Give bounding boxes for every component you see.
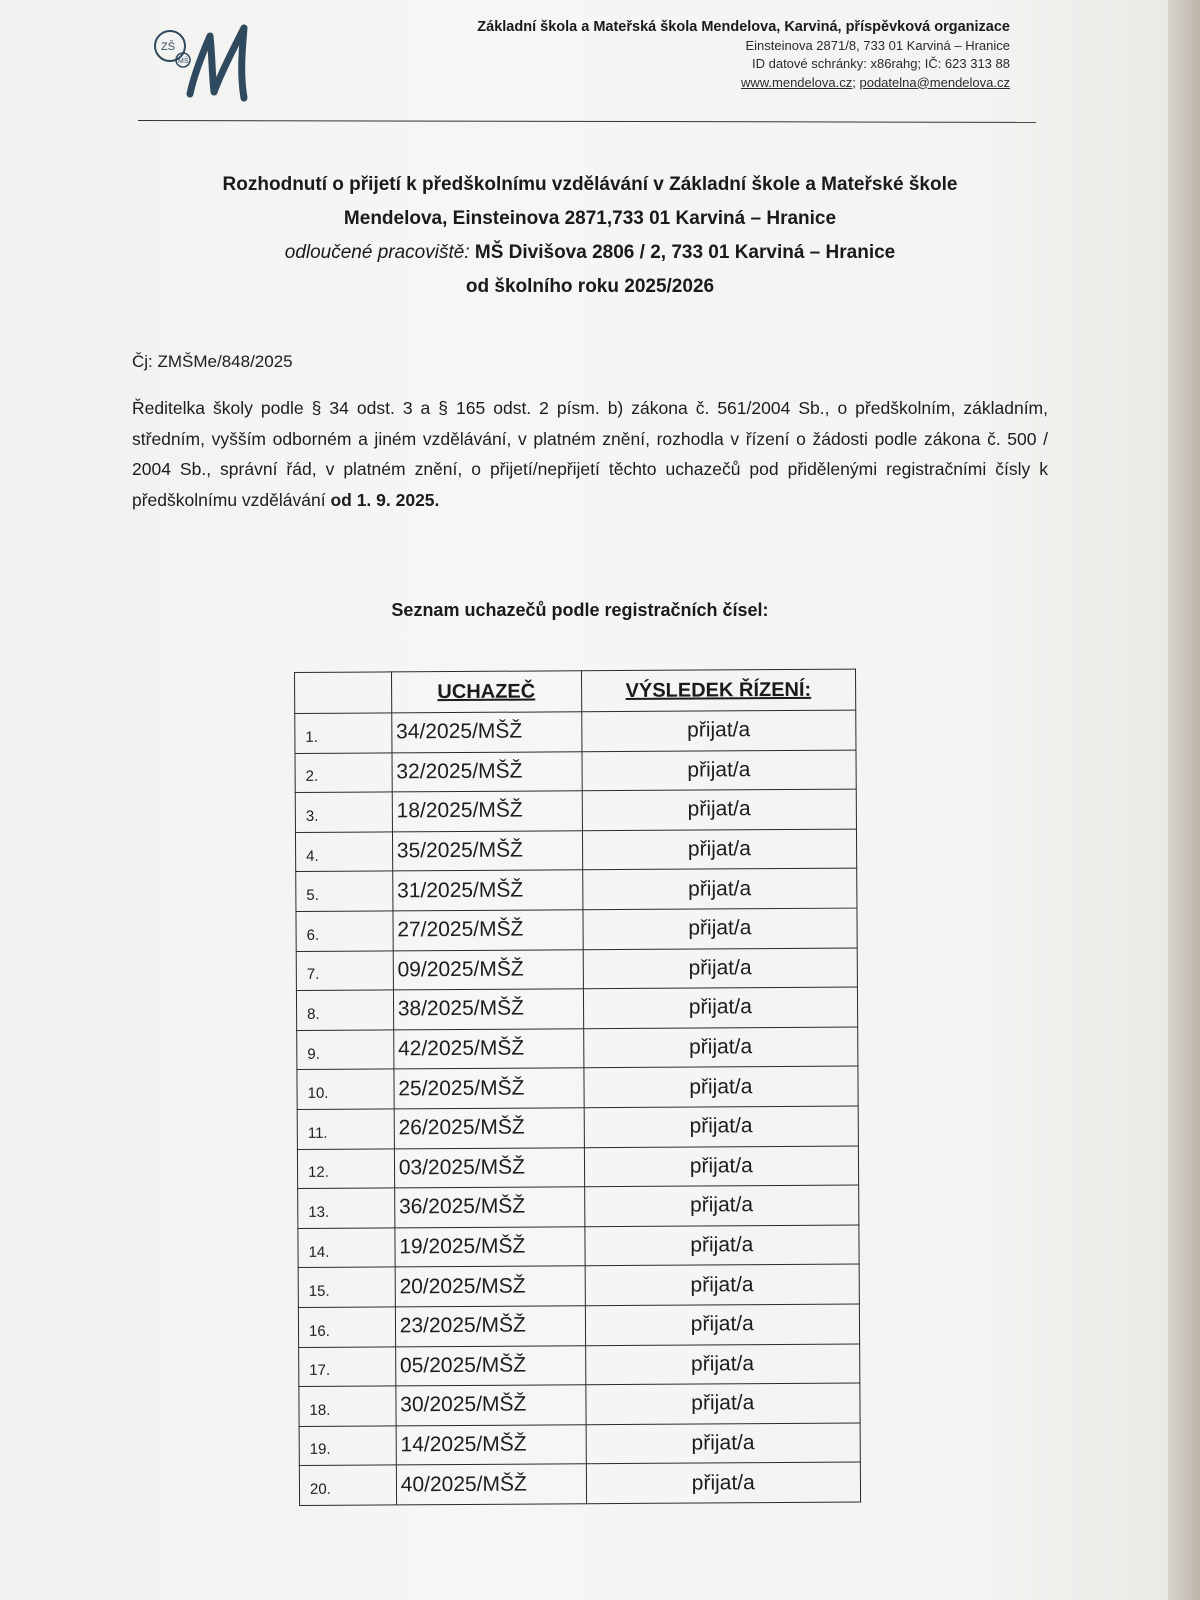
applicant-id: 14/2025/MŠŽ bbox=[396, 1424, 586, 1465]
applicant-id: 09/2025/MŠŽ bbox=[393, 949, 583, 990]
table-row bbox=[299, 1383, 860, 1426]
applicant-id: 18/2025/MŠŽ bbox=[392, 791, 582, 832]
table-row bbox=[297, 1106, 858, 1149]
applicant-id: 25/2025/MŠŽ bbox=[394, 1068, 584, 1109]
table-row bbox=[299, 1423, 860, 1466]
result: přijat/a bbox=[583, 1027, 858, 1068]
result: přijat/a bbox=[585, 1344, 860, 1385]
result: přijat/a bbox=[582, 789, 857, 830]
applicant-id: 38/2025/MŠŽ bbox=[393, 989, 583, 1030]
result: přijat/a bbox=[583, 987, 858, 1028]
decision-text: Ředitelka školy podle § 34 odst. 3 a § 165 odst. 2 písm. b) zákona č. 561/2004 Sb., o předškolním, základním, středním, vyšším odborném a jiném vzdělávání, v platném znění, rozhodla v řízení o žádosti podle zákona č. 500 / 2004 Sb., správní řád, v platném znění, o přijetí/nepřijetí těchto uchazečů pod přidělenými registračními čísly k předškolnímu vzdělávání bbox=[132, 398, 1048, 510]
reference-number: Čj: ZMŠMe/848/2025 bbox=[132, 352, 293, 371]
result: přijat/a bbox=[582, 750, 857, 791]
result: přijat/a bbox=[583, 948, 858, 989]
decision-paragraph bbox=[132, 393, 1048, 515]
header-divider bbox=[138, 120, 1036, 123]
title-workplace: MŠ Divišova 2806 / 2, 733 01 Karviná – Hranice bbox=[474, 242, 896, 263]
row-number: 5. bbox=[296, 871, 393, 911]
row-number: 7. bbox=[296, 950, 393, 990]
email-link[interactable]: podatelna@mendelova.cz bbox=[859, 74, 1010, 90]
result: přijat/a bbox=[584, 1106, 859, 1147]
table-row bbox=[295, 789, 856, 832]
table-row bbox=[297, 1066, 858, 1109]
website-link[interactable]: www.mendelova.cz bbox=[740, 74, 853, 90]
result: přijat/a bbox=[585, 1264, 860, 1305]
decision-date: od 1. 9. 2025. bbox=[330, 489, 440, 510]
title-line-1: Rozhodnutí o přijetí k předškolnímu vzdělávání v Základní škole a Mateřské škole bbox=[222, 174, 958, 195]
organization-address: Einsteinova 2871/8, 733 01 Karviná – Hranice bbox=[745, 37, 1010, 53]
applicant-id: 36/2025/MŠŽ bbox=[394, 1187, 584, 1228]
applicant-id: 20/2025/MSŽ bbox=[395, 1266, 585, 1307]
organization-ids: ID datové schránky: x86rahg; IČ: 623 313 88 bbox=[752, 56, 1010, 71]
row-number: 6. bbox=[296, 911, 393, 951]
table-row bbox=[297, 1027, 858, 1070]
header-number bbox=[295, 672, 392, 714]
table-row bbox=[296, 948, 857, 991]
result: přijat/a bbox=[584, 1146, 859, 1187]
row-number: 9. bbox=[297, 1030, 394, 1070]
applicant-id: 34/2025/MŠŽ bbox=[392, 712, 582, 753]
row-number: 10. bbox=[297, 1069, 394, 1109]
result: přijat/a bbox=[582, 868, 857, 909]
row-number: 11. bbox=[297, 1109, 394, 1149]
row-number: 4. bbox=[295, 832, 392, 872]
row-number: 8. bbox=[296, 990, 393, 1030]
result: přijat/a bbox=[586, 1462, 861, 1503]
svg-text:MŠ: MŠ bbox=[178, 58, 189, 65]
applicant-id: 31/2025/MŠŽ bbox=[392, 870, 582, 911]
applicant-id: 27/2025/MŠŽ bbox=[393, 910, 583, 951]
table-row bbox=[295, 829, 856, 872]
header-result: VÝSLEDEK ŘÍZENÍ: bbox=[581, 669, 856, 712]
table-row bbox=[297, 1146, 858, 1189]
table-row bbox=[298, 1185, 859, 1228]
applicant-id: 42/2025/MŠŽ bbox=[393, 1028, 583, 1069]
row-number: 1. bbox=[295, 713, 392, 753]
links-separator: ; bbox=[852, 74, 856, 90]
row-number: 17. bbox=[299, 1346, 396, 1386]
applicant-id: 05/2025/MŠŽ bbox=[395, 1345, 585, 1386]
list-heading: Seznam uchazečů podle registračních čísel: bbox=[391, 600, 769, 620]
row-number: 18. bbox=[299, 1386, 396, 1426]
header-applicant: UCHAZEČ bbox=[391, 671, 581, 713]
table-row bbox=[298, 1225, 859, 1268]
result: přijat/a bbox=[584, 1185, 859, 1226]
svg-text:ZŠ: ZŠ bbox=[161, 41, 176, 53]
results-table bbox=[294, 669, 861, 1506]
result: přijat/a bbox=[586, 1423, 861, 1464]
title-line-3 bbox=[130, 236, 1050, 270]
table-header-row bbox=[295, 669, 856, 713]
row-number: 13. bbox=[298, 1188, 395, 1228]
result: přijat/a bbox=[583, 1066, 858, 1107]
document-title bbox=[130, 168, 1050, 304]
table-row bbox=[296, 987, 857, 1030]
row-number: 15. bbox=[298, 1267, 395, 1307]
table-row bbox=[296, 868, 857, 911]
table-row bbox=[296, 908, 857, 951]
applicant-id: 32/2025/MŠŽ bbox=[392, 751, 582, 792]
applicant-id: 35/2025/MŠŽ bbox=[392, 831, 582, 872]
result: přijat/a bbox=[585, 1304, 860, 1345]
applicant-id: 23/2025/MŠŽ bbox=[395, 1306, 585, 1347]
title-line-2: Mendelova, Einsteinova 2871,733 01 Karviná – Hranice bbox=[343, 208, 837, 229]
applicant-id: 40/2025/MŠŽ bbox=[396, 1464, 586, 1505]
organization-name: Základní škola a Mateřská škola Mendelova, Karviná, příspěvková organizace bbox=[477, 19, 1010, 35]
applicant-id: 03/2025/MŠŽ bbox=[394, 1147, 584, 1188]
table-row bbox=[299, 1462, 860, 1505]
table-row bbox=[299, 1344, 860, 1387]
result: přijat/a bbox=[582, 829, 857, 870]
title-workplace-label: odloučené pracoviště: bbox=[284, 242, 470, 263]
row-number: 12. bbox=[297, 1148, 394, 1188]
applicant-id: 19/2025/MŠŽ bbox=[395, 1226, 585, 1267]
row-number: 3. bbox=[295, 792, 392, 832]
row-number: 2. bbox=[295, 752, 392, 792]
row-number: 16. bbox=[298, 1307, 395, 1347]
applicant-id: 30/2025/MŠŽ bbox=[396, 1385, 586, 1426]
result: přijat/a bbox=[581, 710, 856, 751]
table-row bbox=[298, 1304, 859, 1347]
result: přijat/a bbox=[584, 1225, 859, 1266]
letterhead bbox=[390, 18, 1010, 92]
row-number: 20. bbox=[299, 1465, 396, 1505]
applicant-id: 26/2025/MŠŽ bbox=[394, 1108, 584, 1149]
result: přijat/a bbox=[585, 1383, 860, 1424]
results-body bbox=[295, 710, 861, 1505]
table-row bbox=[295, 750, 856, 793]
table-row bbox=[298, 1264, 859, 1307]
organization-links bbox=[390, 74, 1010, 93]
table-row bbox=[295, 710, 856, 753]
school-logo-icon bbox=[152, 14, 264, 106]
title-line-4: od školního roku 2025/2026 bbox=[465, 276, 715, 297]
row-number: 19. bbox=[299, 1426, 396, 1466]
row-number: 14. bbox=[298, 1228, 395, 1268]
result: přijat/a bbox=[583, 908, 858, 949]
page-edge bbox=[1168, 0, 1200, 1600]
